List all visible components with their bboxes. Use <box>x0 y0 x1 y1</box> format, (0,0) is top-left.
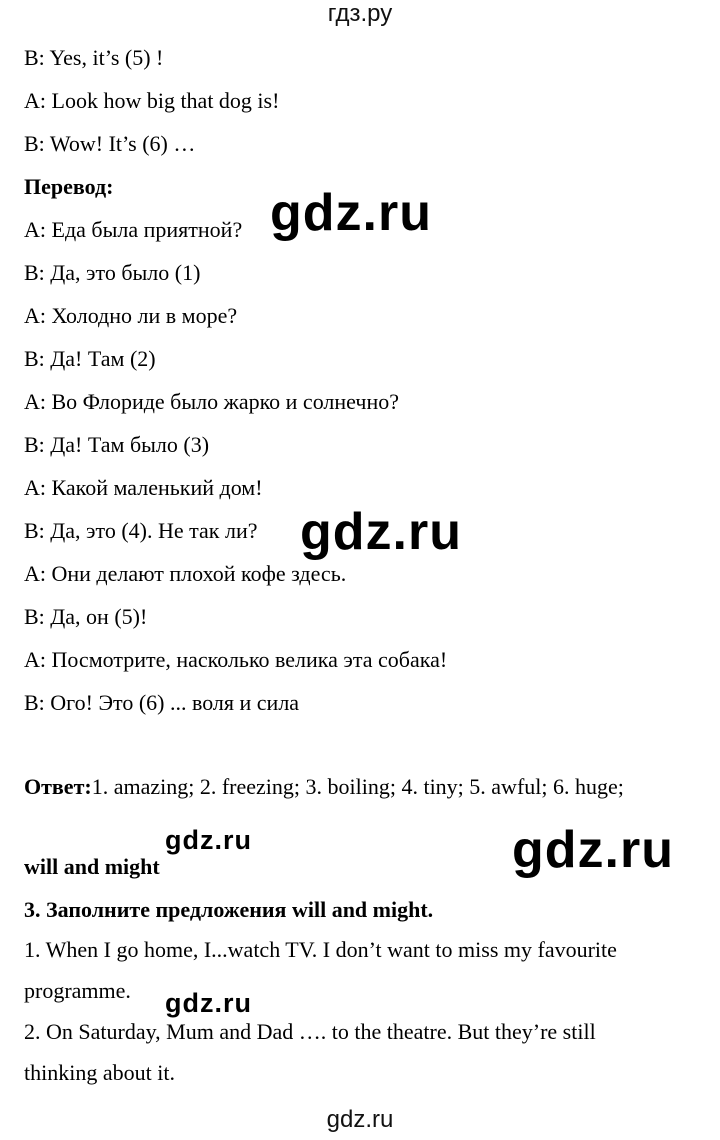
translation-line: A: Они делают плохой кофе здесь. <box>24 561 347 586</box>
answer-text: 1. amazing; 2. freezing; 3. boiling; 4. tiny; 5. awful; 6. huge; <box>91 774 624 799</box>
translation-line: B: Да, это было (1) <box>24 260 201 285</box>
translation-line: B: Да! Там было (3) <box>24 432 210 457</box>
translation-line: A: Холодно ли в море? <box>24 303 238 328</box>
translation-line: A: Еда была приятной? <box>24 217 243 242</box>
translation-line: A: Какой маленький дом! <box>24 475 263 500</box>
exercise-line: 1. When I go home, I...watch TV. I don’t want to miss my favourite <box>24 937 617 962</box>
translation-line: A: Посмотрите, насколько велика эта собака! <box>24 647 448 672</box>
exercise-line: 2. On Saturday, Mum and Dad …. to the theatre. But they’re still <box>24 1019 596 1044</box>
site-footer: gdz.ru <box>326 1106 394 1133</box>
translation-line: B: Да! Там (2) <box>24 346 156 371</box>
watermark: gdz.ru <box>300 503 462 561</box>
site-header: гдз.ру <box>327 0 393 27</box>
dialogue-line: A: Look how big that dog is! <box>24 88 280 113</box>
answer-line <box>24 772 624 802</box>
translation-line: B: Ого! Это (6) ... воля и сила <box>24 690 300 715</box>
dialogue-line: B: Wow! It’s (6) … <box>24 131 196 156</box>
translation-line: A: Во Флориде было жарко и солнечно? <box>24 389 399 414</box>
translation-line: B: Да, он (5)! <box>24 604 148 629</box>
exercise-line: thinking about it. <box>24 1060 175 1085</box>
watermark: gdz.ru <box>165 988 252 1018</box>
exercise-line: programme. <box>24 978 131 1003</box>
translation-heading: Перевод: <box>24 174 114 199</box>
watermark: gdz.ru <box>512 821 674 879</box>
dialogue-line: B: Yes, it’s (5) ! <box>24 45 164 70</box>
watermark: gdz.ru <box>270 184 432 242</box>
section-title: will and might <box>24 854 160 879</box>
task-title: 3. Заполните предложения will and might. <box>24 897 434 922</box>
answer-label: Ответ: <box>24 774 92 799</box>
translation-line: B: Да, это (4). Не так ли? <box>24 518 258 543</box>
watermark: gdz.ru <box>165 825 252 855</box>
